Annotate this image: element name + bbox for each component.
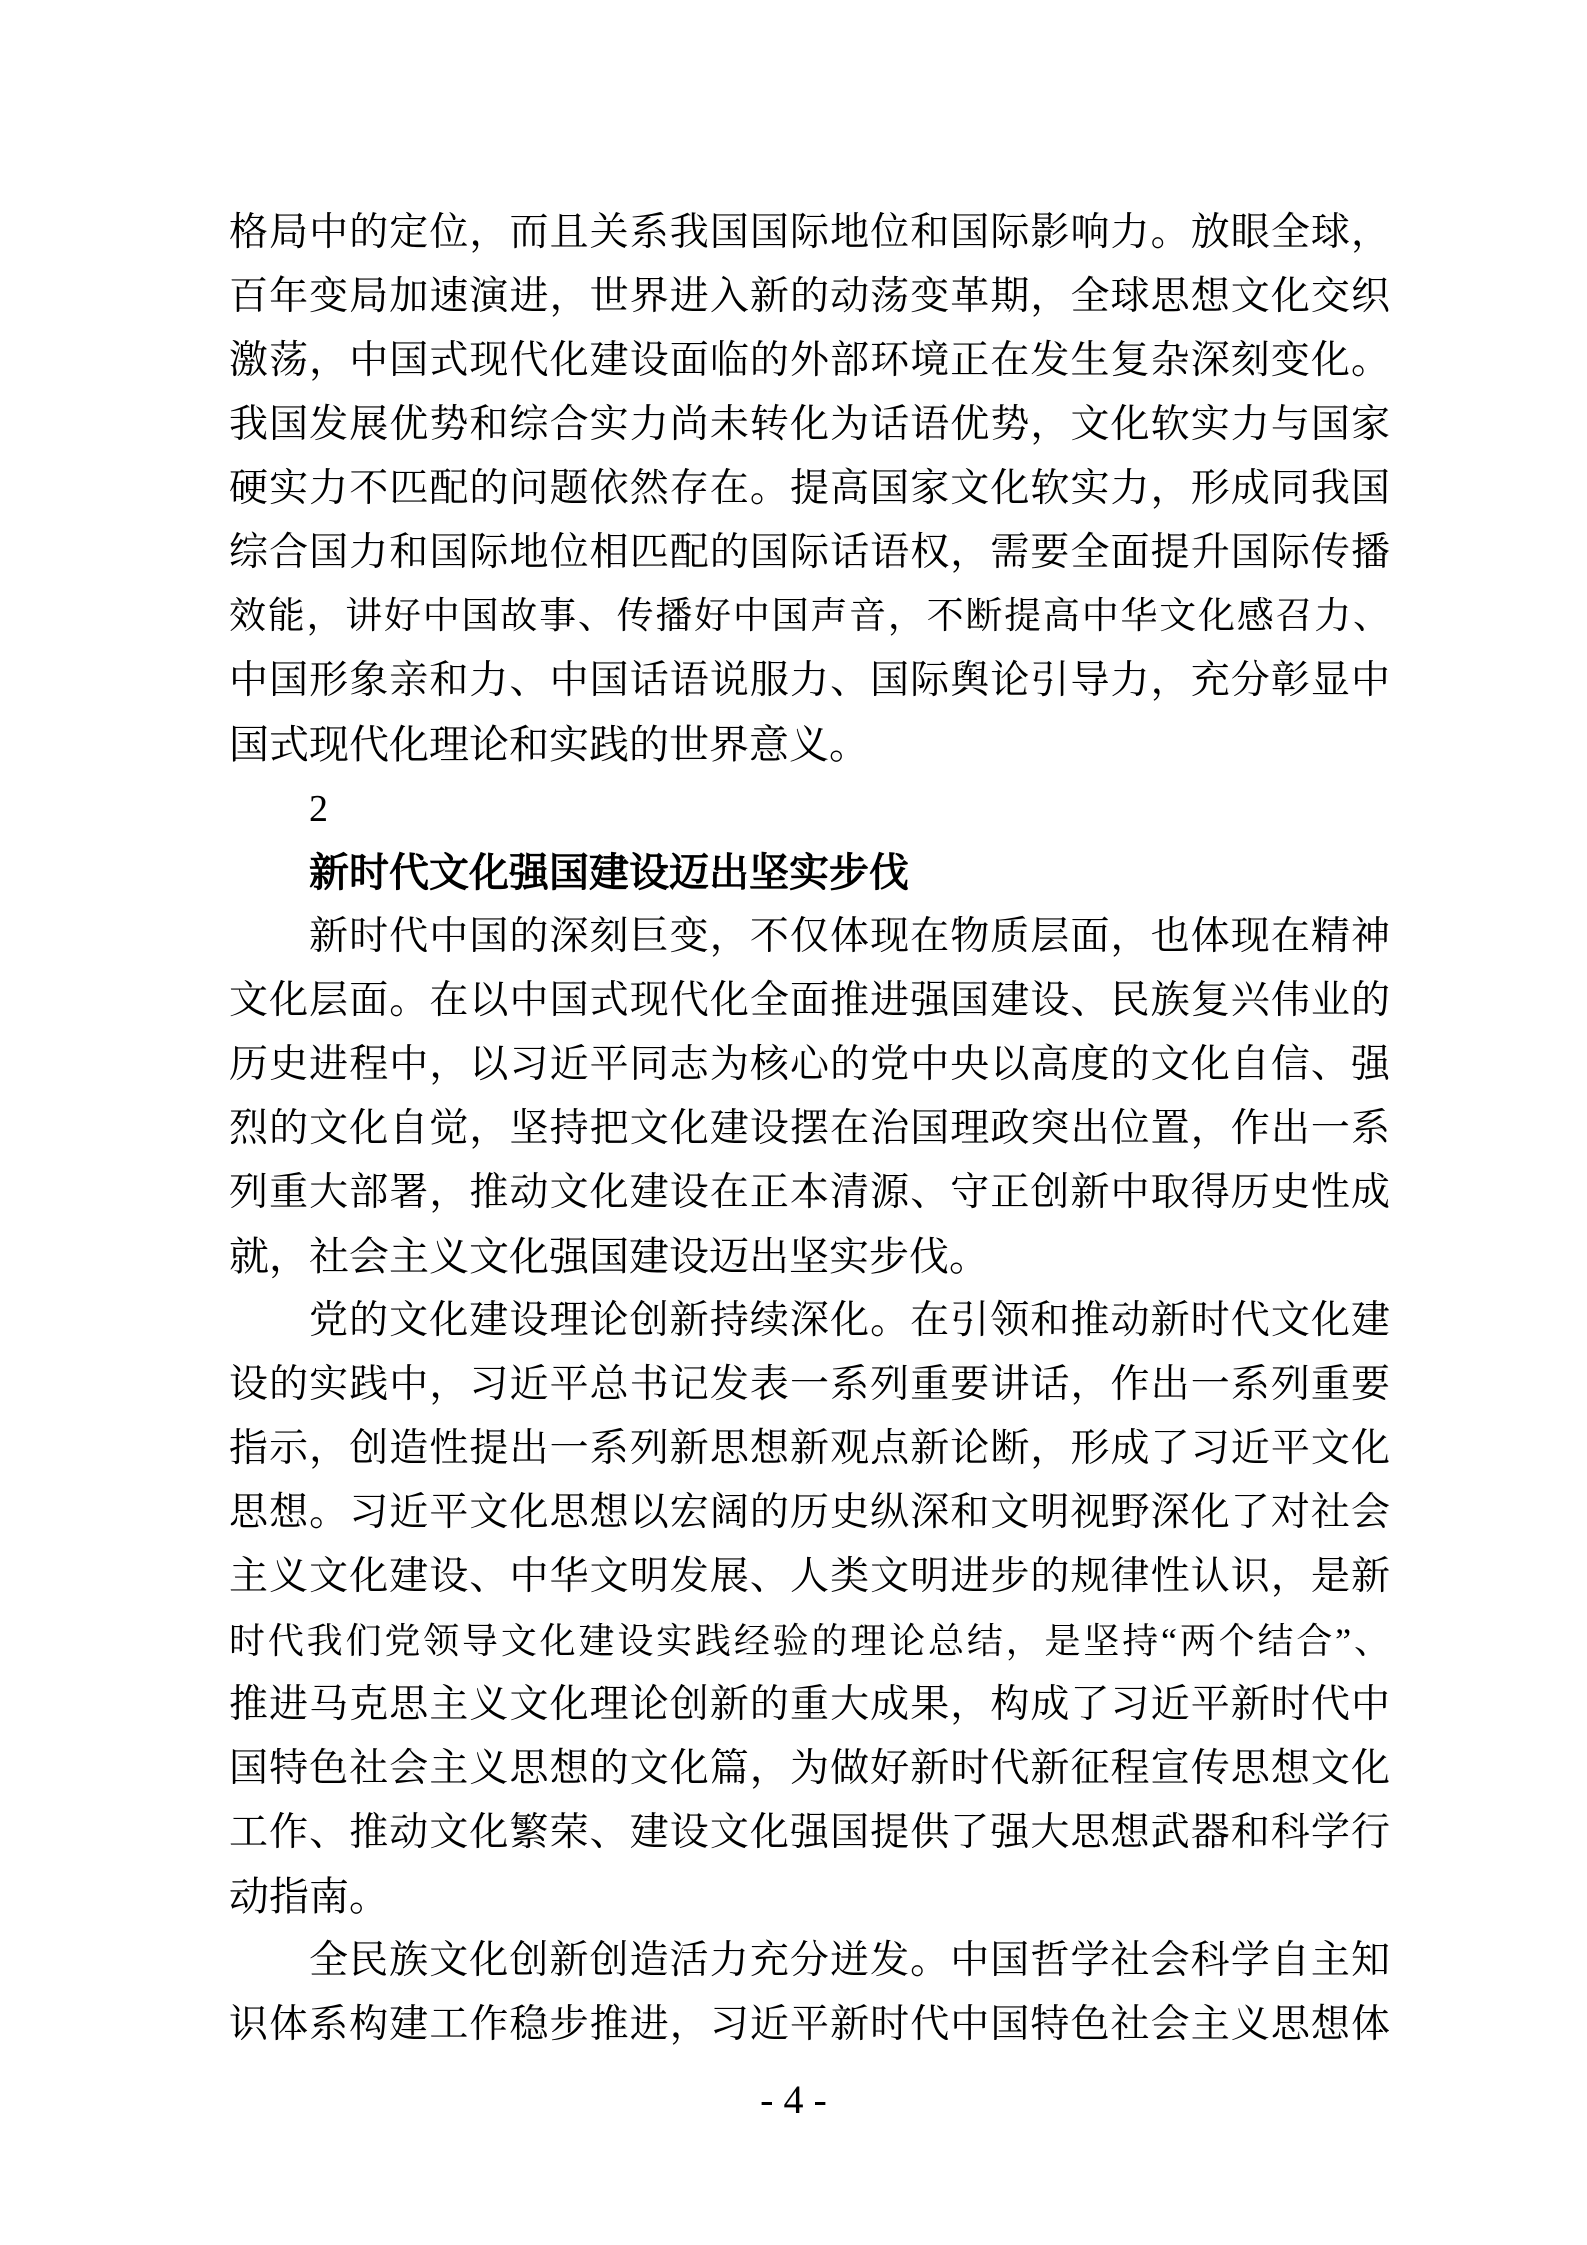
text-line: 综合国力和国际地位相匹配的国际话语权，需要全面提升国际传播 <box>229 531 1390 574</box>
text-line: 推进马克思主义文化理论创新的重大成果，构成了习近平新时代中 <box>229 1683 1390 1726</box>
text-line: 思想。习近平文化思想以宏阔的历史纵深和文明视野深化了对社会 <box>229 1491 1390 1534</box>
text-line: 工作、推动文化繁荣、建设文化强国提供了强大思想武器和科学行 <box>229 1811 1390 1854</box>
text-line: 文化层面。在以中国式现代化全面推进强国建设、民族复兴伟业的 <box>229 979 1390 1022</box>
text-block <box>229 201 1390 2057</box>
text-line: 识体系构建工作稳步推进，习近平新时代中国特色社会主义思想体 <box>229 2003 1390 2046</box>
text-line: 激荡，中国式现代化建设面临的外部环境正在发生复杂深刻变化。 <box>229 339 1390 382</box>
text-line: 国特色社会主义思想的文化篇，为做好新时代新征程宣传思想文化 <box>229 1747 1390 1790</box>
page-number: - 4 - <box>760 2077 827 2122</box>
text-line: 就，社会主义文化强国建设迈出坚实步伐。 <box>229 1234 989 1279</box>
text-line: 百年变局加速演进，世界进入新的动荡变革期，全球思想文化交织 <box>229 275 1390 318</box>
text-line: 历史进程中，以习近平同志为核心的党中央以高度的文化自信、强 <box>229 1043 1390 1086</box>
section-heading: 新时代文化强国建设迈出坚实步伐 <box>309 850 909 895</box>
text-line: 中国形象亲和力、中国话语说服力、国际舆论引导力，充分彰显中 <box>229 659 1390 702</box>
text-line: 时代我们党领导文化建设实践经验的理论总结，是坚持“两个结合”、 <box>229 1621 1390 1661</box>
text-line: 党的文化建设理论创新持续深化。在引领和推动新时代文化建 <box>309 1299 1390 1342</box>
text-line: 设的实践中，习近平总书记发表一系列重要讲话，作出一系列重要 <box>229 1363 1390 1406</box>
section-number: 2 <box>309 788 328 830</box>
text-line: 硬实力不匹配的问题依然存在。提高国家文化软实力，形成同我国 <box>229 467 1390 510</box>
text-line: 动指南。 <box>229 1874 389 1919</box>
text-line: 国式现代化理论和实践的世界意义。 <box>229 722 869 767</box>
text-line: 列重大部署，推动文化建设在正本清源、守正创新中取得历史性成 <box>229 1171 1390 1214</box>
text-line: 我国发展优势和综合实力尚未转化为话语优势，文化软实力与国家 <box>229 403 1390 446</box>
text-line: 全民族文化创新创造活力充分迸发。中国哲学社会科学自主知 <box>309 1939 1390 1982</box>
text-line: 新时代中国的深刻巨变，不仅体现在物质层面，也体现在精神 <box>309 915 1390 958</box>
text-line: 格局中的定位，而且关系我国国际地位和国际影响力。放眼全球， <box>229 211 1390 254</box>
text-line: 主义文化建设、中华文明发展、人类文明进步的规律性认识，是新 <box>229 1555 1390 1598</box>
text-line: 效能，讲好中国故事、传播好中国声音，不断提高中华文化感召力、 <box>229 596 1390 637</box>
text-line: 烈的文化自觉，坚持把文化建设摆在治国理政突出位置，作出一系 <box>229 1107 1390 1150</box>
text-line: 指示，创造性提出一系列新思想新观点新论断，形成了习近平文化 <box>229 1427 1390 1470</box>
